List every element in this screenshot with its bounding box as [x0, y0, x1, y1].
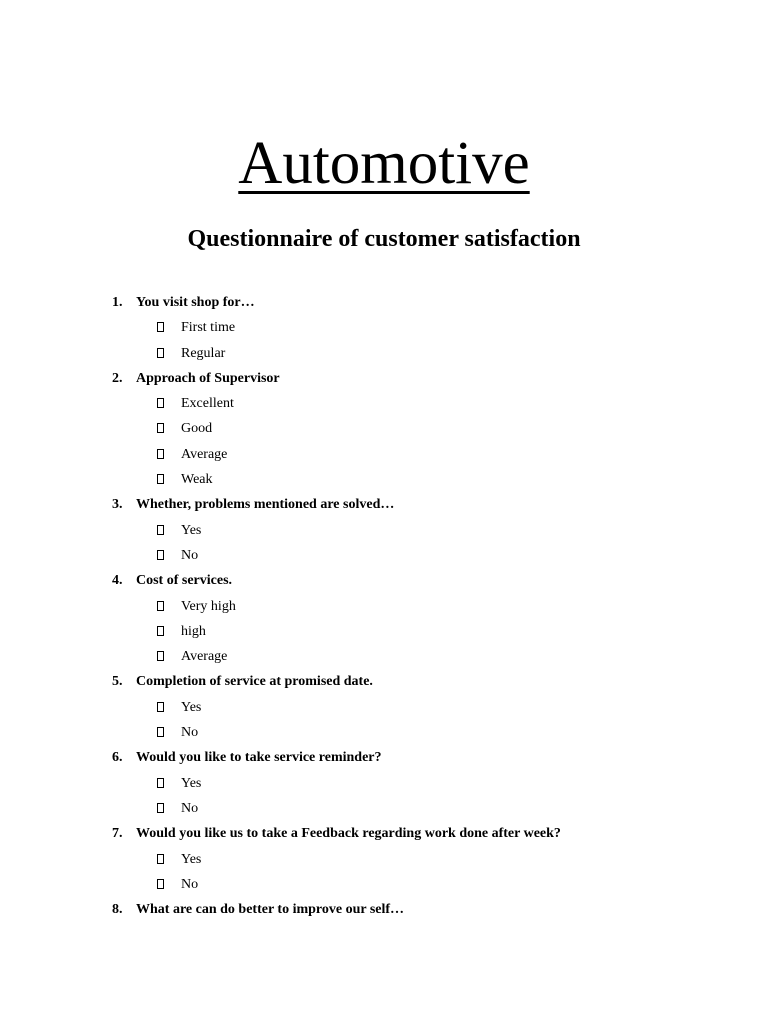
question-item [0, 669, 768, 745]
option-label: First time [181, 320, 236, 336]
question-number: 2. [112, 370, 123, 386]
question-row [0, 290, 768, 315]
checkbox-square-icon[interactable] [157, 322, 164, 332]
option-label: Very high [181, 598, 236, 614]
option-item [0, 695, 768, 720]
question-item [0, 568, 768, 669]
option-label: Excellent [181, 396, 234, 412]
option-item [0, 391, 768, 416]
question-text: Would you like us to take a Feedback regarding work done after week? [136, 826, 561, 842]
question-item [0, 290, 768, 366]
option-label: No [181, 800, 199, 816]
option-list [0, 695, 768, 746]
option-item [0, 442, 768, 467]
checkbox-square-icon[interactable] [157, 727, 164, 737]
checkbox-square-icon[interactable] [157, 525, 164, 535]
option-item [0, 847, 768, 872]
option-label: Good [181, 421, 213, 437]
checkbox-square-icon[interactable] [157, 854, 164, 864]
question-number: 6. [112, 750, 123, 766]
option-label: Yes [181, 699, 202, 715]
question-item [0, 821, 768, 897]
option-label: Yes [181, 522, 202, 538]
option-item [0, 619, 768, 644]
option-label: No [181, 725, 199, 741]
checkbox-square-icon[interactable] [157, 778, 164, 788]
question-text: Approach of Supervisor [136, 370, 280, 386]
checkbox-square-icon[interactable] [157, 398, 164, 408]
option-list [0, 594, 768, 670]
option-item [0, 720, 768, 745]
option-list [0, 391, 768, 492]
option-label: Average [181, 649, 228, 665]
option-item [0, 467, 768, 492]
question-row [0, 492, 768, 517]
option-item [0, 644, 768, 669]
question-row [0, 366, 768, 391]
question-row [0, 669, 768, 694]
question-item [0, 492, 768, 568]
checkbox-square-icon[interactable] [157, 449, 164, 459]
option-list [0, 518, 768, 569]
question-text: Would you like to take service reminder? [136, 750, 382, 766]
option-label: No [181, 876, 199, 892]
option-list [0, 771, 768, 822]
option-label: Yes [181, 851, 202, 867]
question-row [0, 821, 768, 846]
option-label: high [181, 623, 206, 639]
question-text: Whether, problems mentioned are solved… [136, 497, 395, 513]
question-item [0, 366, 768, 492]
option-item [0, 416, 768, 441]
question-text: You visit shop for… [136, 295, 255, 310]
question-number: 7. [112, 826, 123, 842]
option-label: Weak [181, 472, 213, 488]
checkbox-square-icon[interactable] [157, 651, 164, 661]
option-item [0, 518, 768, 543]
option-list [0, 315, 768, 366]
option-item [0, 872, 768, 897]
checkbox-square-icon[interactable] [157, 348, 164, 358]
option-item [0, 771, 768, 796]
question-number: 4. [112, 573, 123, 589]
option-label: Yes [181, 775, 202, 791]
document-subtitle: Questionnaire of customer satisfaction [187, 226, 581, 252]
option-item [0, 594, 768, 619]
checkbox-square-icon[interactable] [157, 626, 164, 636]
checkbox-square-icon[interactable] [157, 474, 164, 484]
question-text: What are can do better to improve our self… [136, 902, 405, 918]
question-number: 5. [112, 674, 123, 690]
question-item [0, 745, 768, 821]
question-row [0, 568, 768, 593]
option-label: Average [181, 446, 228, 462]
question-text: Cost of services. [136, 573, 233, 589]
checkbox-square-icon[interactable] [157, 550, 164, 560]
question-item [0, 897, 768, 922]
question-number: 1. [112, 295, 123, 310]
option-item [0, 341, 768, 366]
checkbox-square-icon[interactable] [157, 879, 164, 889]
option-label: Regular [181, 345, 226, 361]
checkbox-square-icon[interactable] [157, 702, 164, 712]
question-number: 8. [112, 902, 123, 918]
question-row [0, 897, 768, 922]
option-item [0, 543, 768, 568]
option-label: No [181, 547, 199, 563]
option-list [0, 847, 768, 898]
checkbox-square-icon[interactable] [157, 803, 164, 813]
question-list [0, 290, 768, 922]
question-row [0, 745, 768, 770]
document-title: Automotive [238, 130, 530, 197]
question-text: Completion of service at promised date. [136, 674, 373, 690]
checkbox-square-icon[interactable] [157, 601, 164, 611]
option-item [0, 796, 768, 821]
question-number: 3. [112, 497, 123, 513]
option-item [0, 315, 768, 340]
checkbox-square-icon[interactable] [157, 423, 164, 433]
